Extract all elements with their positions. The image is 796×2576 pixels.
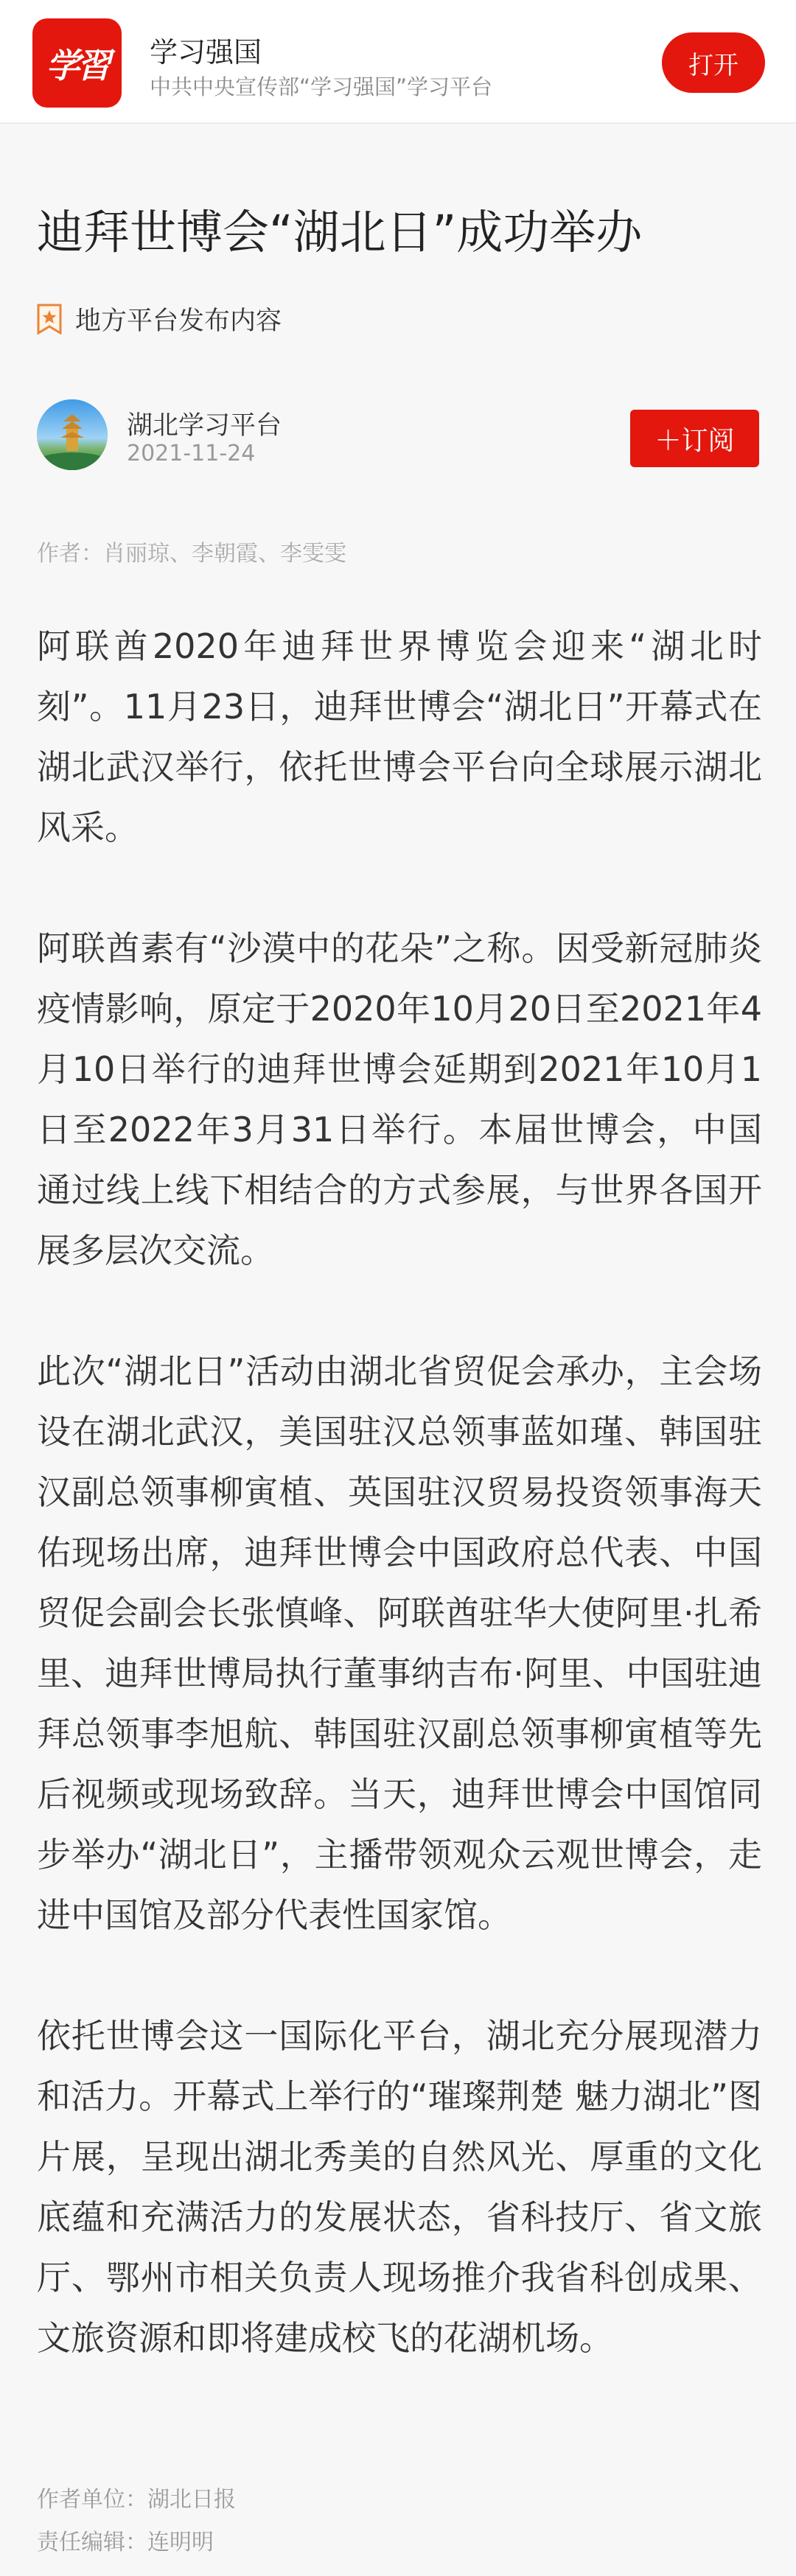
open-app-button[interactable]: 打开: [662, 32, 765, 93]
source-label: 地方平台发布内容: [75, 307, 282, 336]
paragraph: 此次“湖北日”活动由湖北省贸促会承办，主会场设在湖北武汉，美国驻汉总领事蓝如瑾、韩国驻汉副总领事柳寅植、英国驻汉贸易投资领事海天佑现场出席，迪拜世博会中国政府总代表、中国贸促会副会长张慎峰、阿联酋驻华大使阿里·扎希里、迪拜世博局执行董事纳吉布·阿里、中国驻迪拜总领事李旭航、韩国驻汉副总领事柳寅植等先后视频或现场致辞。当天，迪拜世博会中国馆同步举办“湖北日”，主播带领观众云观世博会，走进中国馆及部分代表性国家馆。: [37, 1351, 762, 1935]
article-body: [37, 616, 762, 2429]
publisher-name[interactable]: 湖北学习平台: [127, 411, 282, 441]
subscribe-button[interactable]: ＋订阅: [630, 410, 759, 467]
xuexi-qiangguo-logo[interactable]: 学習: [32, 18, 122, 108]
app-name: 学习强国: [150, 36, 262, 69]
star-bookmark-icon: [37, 304, 62, 335]
author-unit: 作者单位：湖北日报: [37, 2487, 236, 2513]
paragraph: 依托世博会这一国际化平台，湖北充分展现潜力和活力。开幕式上举行的“璀璨荆楚 魅力湖北”图片展，呈现出湖北秀美的自然风光、厚重的文化底蕴和充满活力的发展状态，省科技厅、省文旅厅、鄂州市相关负责人现场推介我省科创成果、文旅资源和即将建成校飞的花湖机场。: [37, 2016, 762, 2358]
responsible-editor: 责任编辑：连明明: [37, 2530, 214, 2555]
article-footer-meta: [37, 2479, 236, 2564]
app-download-banner: [0, 0, 796, 124]
paragraph: 阿联酋2020年迪拜世界博览会迎来“湖北时刻”。11月23日，迪拜世博会“湖北日”开幕式在湖北武汉举行，依托世博会平台向全球展示湖北风采。: [37, 626, 762, 847]
source-label-row: [37, 301, 282, 337]
publisher-row: [37, 399, 759, 480]
article-title: 迪拜世博会“湖北日”成功举办: [37, 206, 643, 259]
author-byline: 作者：肖丽琼、李朝霞、李雯雯: [37, 541, 346, 567]
publisher-avatar[interactable]: [37, 399, 108, 470]
paragraph: 阿联酋素有“沙漠中的花朵”之称。因受新冠肺炎疫情影响，原定于2020年10月20日至2021年4月10日举行的迪拜世博会延期到2021年10月1日至2022年3月31日举行。本届世博会，中国通过线上线下相结合的方式参展，与世界各国开展多层次交流。: [37, 928, 762, 1270]
app-subtitle: 中共中央宣传部“学习强国”学习平台: [150, 74, 493, 99]
publish-date: 2021-11-24: [127, 441, 256, 466]
